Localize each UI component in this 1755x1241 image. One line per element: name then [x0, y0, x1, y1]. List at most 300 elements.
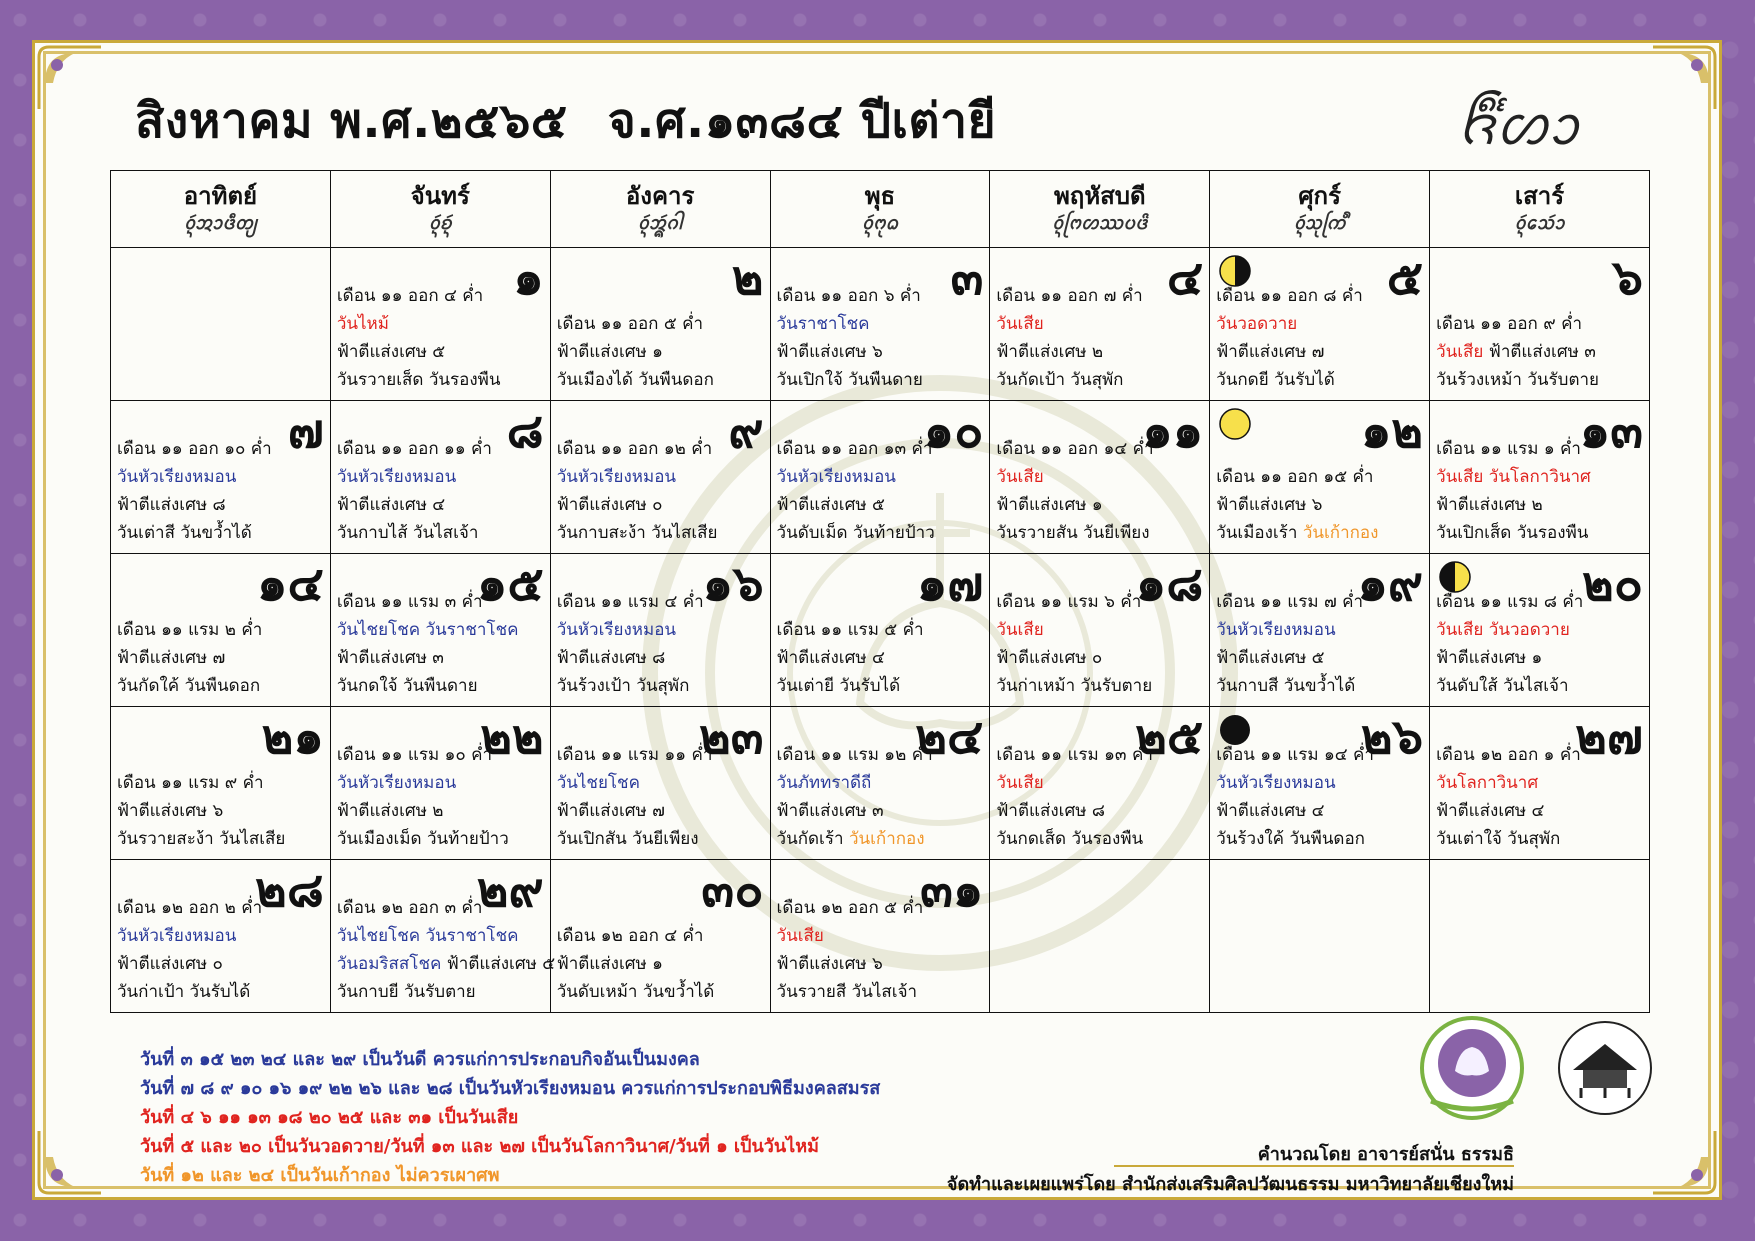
- corner-ornament: [35, 43, 105, 113]
- week-row: [111, 554, 1650, 707]
- day-number: ๒๖: [1360, 709, 1424, 765]
- detail-text: วันโลกาวินาศ: [1436, 773, 1539, 793]
- day-detail-line: [337, 519, 544, 547]
- day-cell: [111, 401, 331, 554]
- office-logo: [1417, 1013, 1527, 1123]
- day-number: ๗: [287, 403, 324, 459]
- legend-line: วันที่ ๕ และ ๒๐ เป็นวันวอดวาย/วันที่ ๑๓ และ ๒๗ เป็นวันโลกาวินาศ/วันที่ ๑ เป็นวันไหม้: [140, 1136, 819, 1157]
- day-detail-line: [777, 741, 984, 769]
- day-detail-line: [996, 310, 1203, 338]
- detail-text: ฟ้าตีแส่งเศษ ๒: [996, 342, 1104, 362]
- day-detail-line: [996, 616, 1203, 644]
- detail-text-extra: วันเก้ากอง: [1302, 523, 1379, 543]
- day-details: [777, 616, 984, 700]
- detail-text: วันเสีย วันโลกาวินาศ: [1436, 467, 1591, 487]
- day-number: ๒๓: [699, 709, 764, 765]
- day-detail-line: [777, 769, 984, 797]
- weekday-thai: เสาร์: [1514, 182, 1565, 210]
- detail-text: เดือน ๑๑ ออก ๖ ค่ำ: [776, 286, 921, 306]
- detail-text: วันรวายสัน วันยีเพียง: [996, 523, 1150, 543]
- day-cell: [550, 707, 770, 860]
- day-detail-line: [337, 338, 544, 366]
- detail-text: ฟ้าตีแส่งเศษ ๑: [556, 954, 663, 974]
- day-number: ๙: [728, 403, 764, 459]
- day-detail-line: [1216, 519, 1423, 547]
- detail-text: วันรวายสี วันไสเจ้า: [776, 982, 918, 1002]
- day-cell: [330, 860, 556, 1013]
- day-detail-line: [777, 282, 984, 310]
- detail-text: เดือน ๑๒ ออก ๑ ค่ำ: [1436, 745, 1581, 765]
- detail-text: วันไหม้: [336, 314, 389, 334]
- day-cell: [330, 554, 550, 707]
- detail-text: วันกัดเป้า วันสุพัก: [996, 370, 1124, 390]
- day-detail-line: [996, 519, 1203, 547]
- day-number: ๒: [731, 250, 764, 306]
- detail-text: เดือน ๑๒ ออก ๕ ค่ำ: [776, 898, 924, 918]
- day-detail-line: [557, 519, 764, 547]
- day-detail-line: [1216, 825, 1423, 853]
- day-detail-line: [557, 463, 764, 491]
- day-detail-line: [337, 491, 544, 519]
- day-number: ๑๘: [1135, 556, 1204, 612]
- day-cell: [330, 248, 550, 401]
- day-detail-line: [1436, 463, 1643, 491]
- detail-text: วันเสีย: [776, 926, 824, 946]
- day-number: ๒๗: [1575, 709, 1643, 765]
- detail-text: วันเสีย: [1436, 342, 1484, 362]
- day-detail-line: [777, 491, 984, 519]
- day-number: ๒๐: [1582, 556, 1643, 612]
- day-detail-line: [117, 825, 324, 853]
- day-number: ๑๖: [702, 556, 764, 612]
- moon-full-icon: [1218, 407, 1252, 441]
- day-cell: [990, 554, 1210, 707]
- day-detail-line: [996, 588, 1203, 616]
- day-detail-line: [996, 644, 1203, 672]
- day-number: ๓๐: [701, 862, 764, 918]
- detail-text: ฟ้าตีแส่งเศษ ๗: [556, 801, 665, 821]
- day-number: ๑๗: [916, 556, 984, 612]
- detail-text: ฟ้าตีแส่งเศษ ๕: [1216, 648, 1325, 668]
- detail-text: วันเมืองเม็ด วันท้ายป้าว: [336, 829, 509, 849]
- week-row: [111, 707, 1650, 860]
- day-detail-line: [337, 825, 544, 853]
- day-details: [996, 741, 1203, 853]
- legend-line: วันที่ ๗ ๘ ๙ ๑๐ ๑๖ ๑๙ ๒๒ ๒๖ และ ๒๘ เป็นวันหัวเรียงหมอน ควรแก่การประกอบพิธีมงคลสมรส: [140, 1078, 881, 1099]
- day-detail-line: [777, 435, 984, 463]
- empty-day-cell: [1210, 860, 1430, 1013]
- weekday-thai: พฤหัสบดี: [1053, 182, 1146, 210]
- detail-text: เดือน ๑๑ แรม ๒ ค่ำ: [117, 620, 263, 640]
- day-number: ๖: [1612, 250, 1643, 306]
- day-details: [1216, 588, 1423, 700]
- week-row: [111, 248, 1650, 401]
- detail-text: เดือน ๑๑ แรม ๑๐ ค่ำ: [336, 745, 493, 765]
- day-cell: [1430, 554, 1650, 707]
- day-detail-line: [557, 491, 764, 519]
- legend-line: วันที่ ๑๒ และ ๒๔ เป็นวันเก้ากอง ไม่ควรเผาศพ: [140, 1165, 500, 1186]
- day-detail-line: [117, 950, 324, 978]
- day-detail-line: [1216, 797, 1423, 825]
- day-detail-line: [996, 366, 1203, 394]
- day-detail-line: [996, 797, 1203, 825]
- detail-text: เดือน ๑๑ ออก ๙ ค่ำ: [1436, 314, 1583, 334]
- weekday-lanna: ᩅᩢ᩠ᨶᩈᩩᨠᩕ᩺: [1293, 213, 1346, 234]
- detail-text: เดือน ๑๑ แรม ๓ ค่ำ: [336, 592, 483, 612]
- empty-day-cell: [111, 248, 331, 401]
- weekday-header: [1210, 171, 1430, 248]
- day-detail-line: [777, 978, 984, 1006]
- detail-text: เดือน ๑๑ แรม ๑๒ ค่ำ: [776, 745, 933, 765]
- detail-text: วันเปิกใจ้ วันพืนดาย: [776, 370, 923, 390]
- day-detail-line: [1436, 672, 1643, 700]
- detail-text: วันเมืองได้ วันพืนดอก: [556, 370, 714, 390]
- day-detail-line: [117, 978, 324, 1006]
- detail-text: ฟ้าตีแส่งเศษ ๖: [776, 342, 883, 362]
- day-detail-line: [1436, 741, 1643, 769]
- corner-ornament: [1649, 43, 1719, 113]
- detail-text: ฟ้าตีแส่งเศษ ๕: [336, 342, 446, 362]
- day-detail-line: [996, 825, 1203, 853]
- legend: [140, 1045, 880, 1190]
- day-detail-line: [557, 588, 764, 616]
- detail-text: เดือน ๑๑ ออก ๑๔ ค่ำ: [996, 439, 1154, 459]
- day-details: [337, 741, 544, 853]
- weekday-thai: ศุกร์: [1298, 182, 1341, 210]
- day-number: ๑๙: [1357, 556, 1424, 612]
- detail-text: วันไชยโชค วันราชาโชค: [336, 620, 519, 640]
- detail-text: ฟ้าตีแส่งเศษ ๔: [776, 648, 885, 668]
- day-details: [117, 769, 324, 853]
- day-cell: [1210, 401, 1430, 554]
- detail-text: เดือน ๑๑ แรม ๑ ค่ำ: [1436, 439, 1581, 459]
- day-details: [557, 310, 764, 394]
- day-detail-line: [1436, 588, 1643, 616]
- day-detail-line: [337, 769, 544, 797]
- day-cell: [1210, 248, 1430, 401]
- detail-text: เดือน ๑๑ แรม ๖ ค่ำ: [996, 592, 1142, 612]
- day-detail-line: [117, 894, 324, 922]
- day-detail-line: [1436, 435, 1643, 463]
- detail-text: เดือน ๑๑ แรม ๕ ค่ำ: [776, 620, 924, 640]
- detail-text: วันไชยโชค: [556, 773, 640, 793]
- detail-text: เดือน ๑๑ แรม ๔ ค่ำ: [556, 592, 704, 612]
- day-detail-line: [1216, 769, 1423, 797]
- day-details: [996, 282, 1203, 394]
- day-detail-line: [1436, 519, 1643, 547]
- detail-text: วันหัวเรียงหมอน: [556, 620, 677, 640]
- day-details: [337, 435, 544, 547]
- day-detail-line: [557, 435, 764, 463]
- detail-text: ฟ้าตีแส่งเศษ ๕: [776, 495, 885, 515]
- day-cell: [770, 554, 990, 707]
- day-detail-line: [117, 519, 324, 547]
- day-detail-line: [337, 644, 544, 672]
- day-detail-line: [1436, 491, 1643, 519]
- detail-text: วันเต่าใจ้ วันสุพัก: [1436, 829, 1561, 849]
- day-detail-line: [1216, 366, 1423, 394]
- detail-text: วันหัวเรียงหมอน: [336, 467, 457, 487]
- day-details: [1436, 588, 1643, 700]
- day-details: [777, 894, 984, 1006]
- day-detail-line: [777, 463, 984, 491]
- day-detail-line: [1216, 310, 1423, 338]
- detail-text: วันร้วงใค้ วันพืนดอก: [1216, 829, 1365, 849]
- day-details: [777, 282, 984, 394]
- detail-text: วันกดเส็ด วันรองพืน: [996, 829, 1144, 849]
- weekday-lanna: ᩅᩢ᩠ᨶᨻᩕᩉᩔᨷᨴᩦ: [1052, 213, 1148, 234]
- detail-text: วันหัวเรียงหมอน: [117, 926, 237, 946]
- day-detail-line: [996, 769, 1203, 797]
- detail-text: วันก่าเป้า วันรับได้: [117, 982, 251, 1002]
- day-cell: [111, 554, 331, 707]
- day-details: [117, 894, 324, 1006]
- detail-text: วันเปิกเส็ด วันรองพืน: [1436, 523, 1589, 543]
- day-detail-line: [1436, 366, 1643, 394]
- detail-text: วันหัวเรียงหมอน: [1216, 620, 1336, 640]
- day-cell: [330, 707, 550, 860]
- day-cell: [770, 401, 990, 554]
- day-detail-line: [337, 310, 544, 338]
- day-detail-line: [337, 741, 544, 769]
- day-detail-line: [117, 644, 324, 672]
- day-cell: [990, 248, 1210, 401]
- day-number: ๑๒: [1360, 403, 1424, 459]
- day-cell: [1210, 554, 1430, 707]
- day-detail-line: [557, 366, 764, 394]
- detail-text: วันหัวเรียงหมอน: [117, 467, 237, 487]
- detail-text: วันเสีย: [996, 314, 1044, 334]
- detail-text: ฟ้าตีแส่งเศษ ๑: [556, 342, 663, 362]
- detail-text: วันร้วงเป้า วันสุพัก: [556, 676, 690, 696]
- day-detail-line: [117, 672, 324, 700]
- detail-text: วันก่าเหม้า วันรับตาย: [996, 676, 1153, 696]
- day-cell: [550, 401, 770, 554]
- day-cell: [550, 860, 770, 1013]
- day-number: ๒๕: [1135, 709, 1204, 765]
- weekday-thai: อาทิตย์: [183, 182, 258, 210]
- day-detail-line: [337, 672, 544, 700]
- detail-text: เดือน ๑๑ ออก ๑๓ ค่ำ: [776, 439, 933, 459]
- detail-text: เดือน ๑๒ ออก ๔ ค่ำ: [556, 926, 704, 946]
- day-number: ๒๑: [261, 709, 324, 765]
- weekday-lanna: ᩅᩢ᩠ᨶᩋᩢ᩠ᨦᨣᩤ: [637, 213, 683, 234]
- legend-line: วันที่ ๔ ๖ ๑๑ ๑๓ ๑๘ ๒๐ ๒๕ และ ๓๑ เป็นวันเสีย: [140, 1107, 519, 1128]
- detail-text: วันราชาโชค: [776, 314, 870, 334]
- day-number: ๓: [950, 250, 984, 306]
- day-cell: [550, 248, 770, 401]
- detail-text: ฟ้าตีแส่งเศษ ๖: [776, 954, 883, 974]
- day-detail-line: [777, 950, 984, 978]
- day-detail-line: [117, 616, 324, 644]
- detail-text: วันเสีย: [996, 620, 1044, 640]
- day-cell: [990, 401, 1210, 554]
- day-detail-line: [996, 282, 1203, 310]
- day-number: ๑๔: [257, 556, 324, 612]
- detail-text: วันวอดวาย: [1216, 314, 1298, 334]
- day-details: [117, 435, 324, 547]
- day-detail-line: [557, 950, 764, 978]
- day-detail-line: [117, 769, 324, 797]
- day-detail-line: [1216, 338, 1423, 366]
- day-cell: [770, 248, 990, 401]
- detail-text: วันภัททราดีถี: [776, 773, 872, 793]
- detail-text: เดือน ๑๑ แรม ๗ ค่ำ: [1216, 592, 1364, 612]
- detail-text: ฟ้าตีแส่งเศษ ๒: [1436, 495, 1543, 515]
- detail-text: วันเสีย วันวอดวาย: [1436, 620, 1570, 640]
- detail-text: ฟ้าตีแส่งเศษ ๖: [117, 801, 224, 821]
- detail-text: วันดับเม็ด วันท้ายป้าว: [776, 523, 935, 543]
- week-row: [111, 860, 1650, 1013]
- day-details: [557, 922, 764, 1006]
- detail-text-extra: ฟ้าตีแส่งเศษ ๓: [1483, 342, 1596, 362]
- day-cell: [111, 707, 331, 860]
- detail-text: ฟ้าตีแส่งเศษ ๔: [1216, 801, 1325, 821]
- day-detail-line: [117, 797, 324, 825]
- day-detail-line: [117, 922, 324, 950]
- day-detail-line: [1436, 644, 1643, 672]
- day-detail-line: [1216, 616, 1423, 644]
- day-detail-line: [337, 435, 544, 463]
- day-detail-line: [1436, 825, 1643, 853]
- detail-text: วันหัวเรียงหมอน: [1216, 773, 1336, 793]
- day-number: ๑๕: [476, 556, 544, 612]
- day-detail-line: [337, 894, 544, 922]
- detail-text: เดือน ๑๑ แรม ๑๓ ค่ำ: [996, 745, 1153, 765]
- day-detail-line: [1216, 588, 1423, 616]
- weekday-header: [1430, 171, 1650, 248]
- day-detail-line: [557, 741, 764, 769]
- detail-text: เดือน ๑๑ แรม ๘ ค่ำ: [1436, 592, 1584, 612]
- day-number: ๑: [513, 250, 544, 306]
- detail-text: เดือน ๑๑ ออก ๔ ค่ำ: [336, 286, 484, 306]
- detail-text: เดือน ๑๒ ออก ๒ ค่ำ: [117, 898, 263, 918]
- day-details: [1216, 282, 1423, 394]
- detail-text: วันเต่าสี วันขว้ำได้: [117, 523, 252, 543]
- weekday-thai: พุธ: [864, 182, 896, 210]
- week-row: [111, 401, 1650, 554]
- detail-text: ฟ้าตีแส่งเศษ ๑: [996, 495, 1103, 515]
- day-details: [996, 435, 1203, 547]
- calendar-sheet: [32, 40, 1722, 1200]
- weekday-lanna: ᩅᩢ᩠ᨶᨻᩩᨵ: [861, 213, 899, 234]
- weekday-lanna: ᩅᩢ᩠ᨶᩈᩮᩢᩣ: [1514, 213, 1565, 234]
- title-era: จ.ศ.๑๓๘๔ ปีเต่ายี: [607, 93, 997, 149]
- day-details: [1216, 463, 1423, 547]
- day-cell: [770, 860, 990, 1013]
- day-detail-line: [777, 519, 984, 547]
- calendar-grid: [110, 170, 1650, 1013]
- detail-text: ฟ้าตีแส่งเศษ ๗: [1216, 342, 1325, 362]
- detail-text: วันกัดใค้ วันพืนดอก: [117, 676, 261, 696]
- detail-text: ฟ้าตีแส่งเศษ ๐: [996, 648, 1103, 668]
- detail-text: วันไชยโชค วันราชาโชค: [336, 926, 519, 946]
- page-title: [135, 83, 1036, 159]
- credit-calculated-by: คำนวณโดย อาจารย์สนั่น ธรรมธิ: [1257, 1144, 1514, 1165]
- detail-text-extra: ฟ้าตีแส่งเศษ ๕: [441, 954, 556, 974]
- detail-text: วันเมืองเร้า: [1216, 523, 1303, 543]
- day-cell: [770, 707, 990, 860]
- day-cell: [550, 554, 770, 707]
- weekday-thai: จันทร์: [410, 182, 470, 210]
- day-number: ๑๐: [923, 403, 984, 459]
- lanna-house-logo: [1555, 1018, 1655, 1118]
- legend-line: วันที่ ๓ ๑๕ ๒๓ ๒๔ และ ๒๙ เป็นวันดี ควรแก่การประกอบกิจอันเป็นมงคล: [140, 1049, 700, 1070]
- detail-text: วันรวายสะง้า วันไสเสีย: [117, 829, 286, 849]
- day-number: ๒๔: [915, 709, 984, 765]
- day-details: [117, 616, 324, 700]
- detail-text: วันดับเหม้า วันขว้ำได้: [556, 982, 715, 1002]
- day-number: ๒๒: [480, 709, 544, 765]
- detail-text: วันกัดเร้า: [776, 829, 849, 849]
- weekday-header: [990, 171, 1210, 248]
- day-details: [777, 435, 984, 547]
- detail-text-extra: วันเก้ากอง: [848, 829, 925, 849]
- day-detail-line: [557, 616, 764, 644]
- day-number: ๓๑: [920, 862, 984, 918]
- day-detail-line: [1216, 282, 1423, 310]
- detail-text: วันกาบสี วันขว้ำได้: [1216, 676, 1356, 696]
- day-detail-line: [777, 825, 984, 853]
- detail-text: วันกดยี วันรับได้: [1216, 370, 1335, 390]
- weekday-lanna: ᩅᩢ᩠ᨶᩋᩣᨴᩥᨲ᩠ᨿ: [183, 213, 257, 234]
- weekday-header: [770, 171, 990, 248]
- day-detail-line: [996, 338, 1203, 366]
- day-detail-line: [996, 463, 1203, 491]
- detail-text: วันกดใจ้ วันพืนดาย: [336, 676, 478, 696]
- detail-text: ฟ้าตีแส่งเศษ ๔: [1436, 801, 1545, 821]
- corner-ornament: [1649, 1127, 1719, 1197]
- day-detail-line: [557, 338, 764, 366]
- detail-text: วันเปิกสัน วันยีเพียง: [556, 829, 699, 849]
- day-detail-line: [1436, 797, 1643, 825]
- detail-text: ฟ้าตีแส่งเศษ ๘: [996, 801, 1105, 821]
- day-detail-line: [337, 463, 544, 491]
- detail-text: ฟ้าตีแส่งเศษ ๔: [336, 495, 446, 515]
- day-detail-line: [557, 922, 764, 950]
- day-detail-line: [996, 491, 1203, 519]
- day-detail-line: [337, 978, 544, 1006]
- day-cell: [1430, 248, 1650, 401]
- detail-text: เดือน ๑๑ ออก ๗ ค่ำ: [996, 286, 1143, 306]
- weekday-header: [111, 171, 331, 248]
- detail-text: ฟ้าตีแส่งเศษ ๖: [1216, 495, 1323, 515]
- detail-text: วันหัวเรียงหมอน: [776, 467, 896, 487]
- day-detail-line: [1216, 491, 1423, 519]
- day-number: ๒๘: [255, 862, 324, 918]
- day-details: [1436, 741, 1643, 853]
- day-detail-line: [777, 672, 984, 700]
- credit-divider: [1114, 1165, 1514, 1167]
- detail-text: เดือน ๑๑ ออก ๕ ค่ำ: [556, 314, 704, 334]
- detail-text: ฟ้าตีแส่งเศษ ๓: [336, 648, 444, 668]
- detail-text: ฟ้าตีแส่งเศษ ๐: [556, 495, 663, 515]
- day-details: [557, 741, 764, 853]
- detail-text: วันรวายเส็ด วันรองพืน: [336, 370, 501, 390]
- detail-text: เดือน ๑๑ ออก ๑๒ ค่ำ: [556, 439, 713, 459]
- day-detail-line: [337, 282, 544, 310]
- detail-text: ฟ้าตีแส่งเศษ ๗: [117, 648, 226, 668]
- day-detail-line: [777, 366, 984, 394]
- day-number: ๑๓: [1579, 403, 1643, 459]
- day-details: [996, 588, 1203, 700]
- day-details: [337, 588, 544, 700]
- day-detail-line: [557, 825, 764, 853]
- day-number: ๒๙: [476, 862, 544, 918]
- day-detail-line: [1436, 769, 1643, 797]
- day-number: ๔: [1166, 250, 1204, 306]
- detail-text: วันหัวเรียงหมอน: [336, 773, 457, 793]
